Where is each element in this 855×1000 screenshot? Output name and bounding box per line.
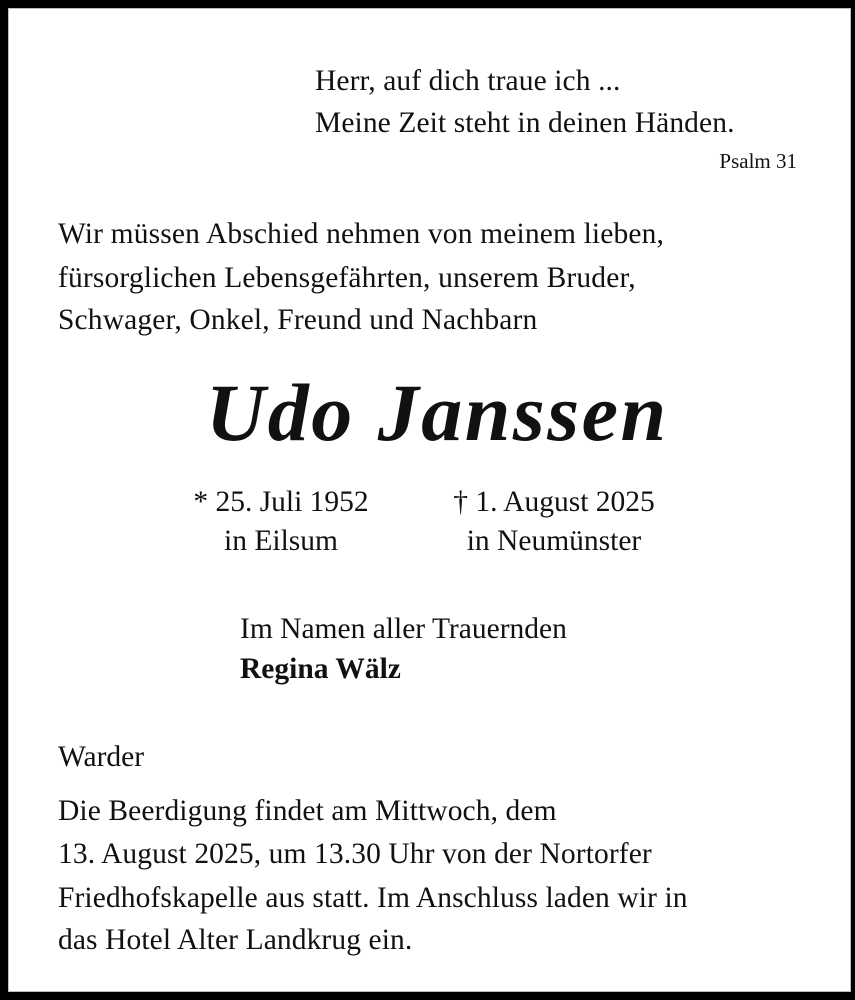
ceremony-line-4: das Hotel Alter Landkrug ein. <box>58 924 413 956</box>
signature-name: Regina Wälz <box>240 653 401 685</box>
ceremony-line-3: Friedhofskapelle aus statt. Im Anschluss laden wir in <box>58 882 688 914</box>
verse-line-1: Herr, auf dich traue ich ... <box>315 65 621 97</box>
birth-place: in Eilsum <box>224 524 338 557</box>
obituary-notice <box>8 8 851 992</box>
ceremony-line-1: Die Beerdigung findet am Mittwoch, dem <box>58 795 557 827</box>
verse-line-2: Meine Zeit steht in deinen Händen. <box>315 107 735 139</box>
intro-line-3: Schwager, Onkel, Freund und Nachbarn <box>58 304 538 336</box>
verse-source: Psalm 31 <box>719 149 797 173</box>
death-date: † 1. August 2025 <box>453 486 655 518</box>
deceased-name: Udo Janssen <box>206 367 669 458</box>
intro-line-1: Wir müssen Abschied nehmen von meinem lieben, <box>58 218 665 250</box>
signature-line: Im Namen aller Trauernden <box>240 613 567 645</box>
birth-date: * 25. Juli 1952 <box>193 486 369 518</box>
ceremony-line-2: 13. August 2025, um 13.30 Uhr von der Nortorfer <box>58 838 652 870</box>
birth-info <box>181 488 381 556</box>
place-name: Warder <box>58 741 145 773</box>
intro-line-2: fürsorglichen Lebensgefährten, unserem Bruder, <box>58 262 636 294</box>
death-info <box>434 488 674 556</box>
death-place: in Neumünster <box>466 524 642 557</box>
